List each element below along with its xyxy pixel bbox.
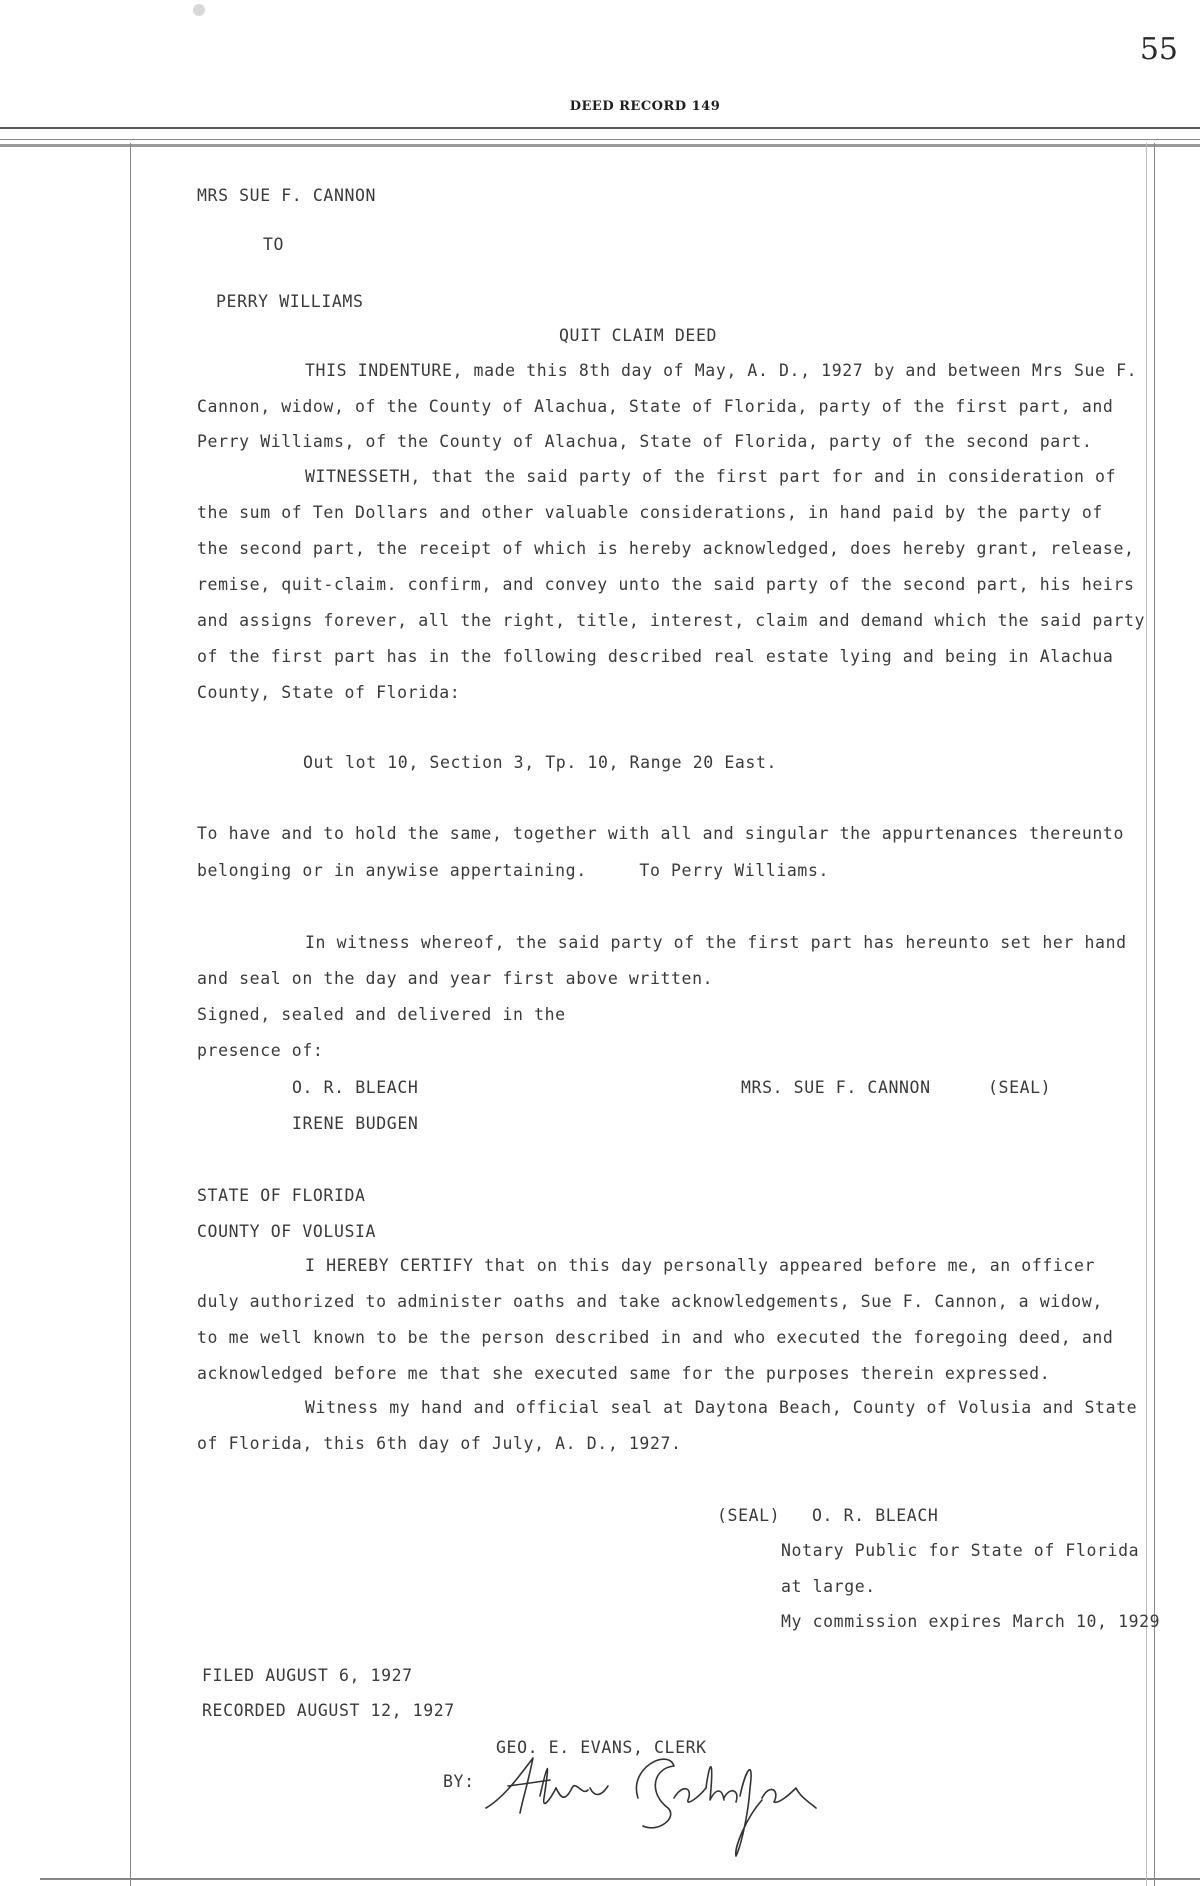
notary-witness-line: of Florida, this 6th day of July, A. D., 1927. [197, 1434, 682, 1453]
notary-seal: (SEAL) [717, 1506, 781, 1525]
witness-name: O. R. BLEACH [292, 1078, 419, 1097]
header-rule-middle [0, 139, 1200, 140]
header-rule-bottom [0, 144, 1200, 147]
witnesseth-line: the sum of Ten Dollars and other valuable considerations, in hand paid by the party of [197, 503, 1103, 522]
witnesseth-line: WITNESSETH, that the said party of the first part for and in consideration of [305, 467, 1117, 486]
grantee-name: PERRY WILLIAMS [216, 292, 364, 311]
habendum-line: To have and to hold the same, together with all and singular the appurtenances thereunto [197, 824, 1124, 843]
witness-name: IRENE BUDGEN [292, 1114, 419, 1133]
book-title: DEED RECORD 149 [569, 99, 721, 114]
witnesseth-line: of the first part has in the following described real estate lying and being in Alachua [197, 647, 1114, 666]
deputy-clerk-signature [478, 1738, 818, 1858]
recorded-date: RECORDED AUGUST 12, 1927 [202, 1701, 455, 1720]
venue-county: COUNTY OF VOLUSIA [197, 1222, 377, 1241]
footer-rule [40, 1878, 1200, 1880]
venue-state: STATE OF FLORIDA [197, 1186, 366, 1205]
notary-title-line: My commission expires March 10, 1929 [781, 1612, 1161, 1631]
notary-witness-line: Witness my hand and official seal at Daytona Beach, County of Volusia and State [305, 1398, 1138, 1417]
testimonium-line: In witness whereof, the said party of the first part has hereunto set her hand [305, 933, 1127, 952]
witnesseth-line: County, State of Florida: [197, 683, 461, 702]
clerk-name: GEO. E. EVANS, CLERK [496, 1738, 707, 1757]
notary-title-line: Notary Public for State of Florida [781, 1541, 1140, 1560]
witnesseth-line: remise, quit-claim. confirm, and convey unto the said party of the second part, his heirs [197, 575, 1135, 594]
testimonium-line: and seal on the day and year first above written. [197, 969, 714, 988]
by-label: BY: [443, 1772, 475, 1791]
indenture-line: THIS INDENTURE, made this 8th day of May, A. D., 1927 by and between Mrs Sue F. [305, 361, 1138, 380]
certify-line: to me well known to be the person described in and who executed the foregoing deed, and [197, 1328, 1114, 1347]
certify-line: acknowledged before me that she executed same for the purposes therein expressed. [197, 1364, 1051, 1383]
grantor-name: MRS SUE F. CANNON [197, 186, 377, 205]
indenture-line: Cannon, widow, of the County of Alachua, State of Florida, party of the first part, and [197, 397, 1114, 416]
notary-title-line: at large. [781, 1577, 876, 1596]
paper-speck [193, 4, 205, 16]
witnesseth-line: and assigns forever, all the right, title, interest, claim and demand which the said party [197, 611, 1146, 630]
certify-line: duly authorized to administer oaths and take acknowledgements, Sue F. Cannon, a widow, [197, 1292, 1103, 1311]
notary-name: O. R. BLEACH [812, 1506, 939, 1525]
habendum-line: belonging or in anywise appertaining. To Perry Williams. [197, 861, 830, 880]
witnesseth-line: the second part, the receipt of which is hereby acknowledged, does hereby grant, release, [197, 539, 1135, 558]
deed-title: QUIT CLAIM DEED [559, 326, 718, 345]
certify-line: I HEREBY CERTIFY that on this day personally appeared before me, an officer [305, 1256, 1096, 1275]
left-margin-rule [130, 143, 131, 1886]
property-description: Out lot 10, Section 3, Tp. 10, Range 20 East. [303, 753, 778, 772]
signed-line: presence of: [197, 1041, 324, 1060]
grantor-seal: (SEAL) [988, 1078, 1052, 1097]
page-number: 55 [1139, 32, 1178, 67]
header-rule-top [0, 127, 1200, 129]
filed-date: FILED AUGUST 6, 1927 [202, 1666, 413, 1685]
grantor-signature: MRS. SUE F. CANNON [741, 1078, 931, 1097]
signed-line: Signed, sealed and delivered in the [197, 1005, 566, 1024]
to-label: TO [263, 235, 285, 254]
indenture-line: Perry Williams, of the County of Alachua, State of Florida, party of the second part. [197, 432, 1093, 451]
